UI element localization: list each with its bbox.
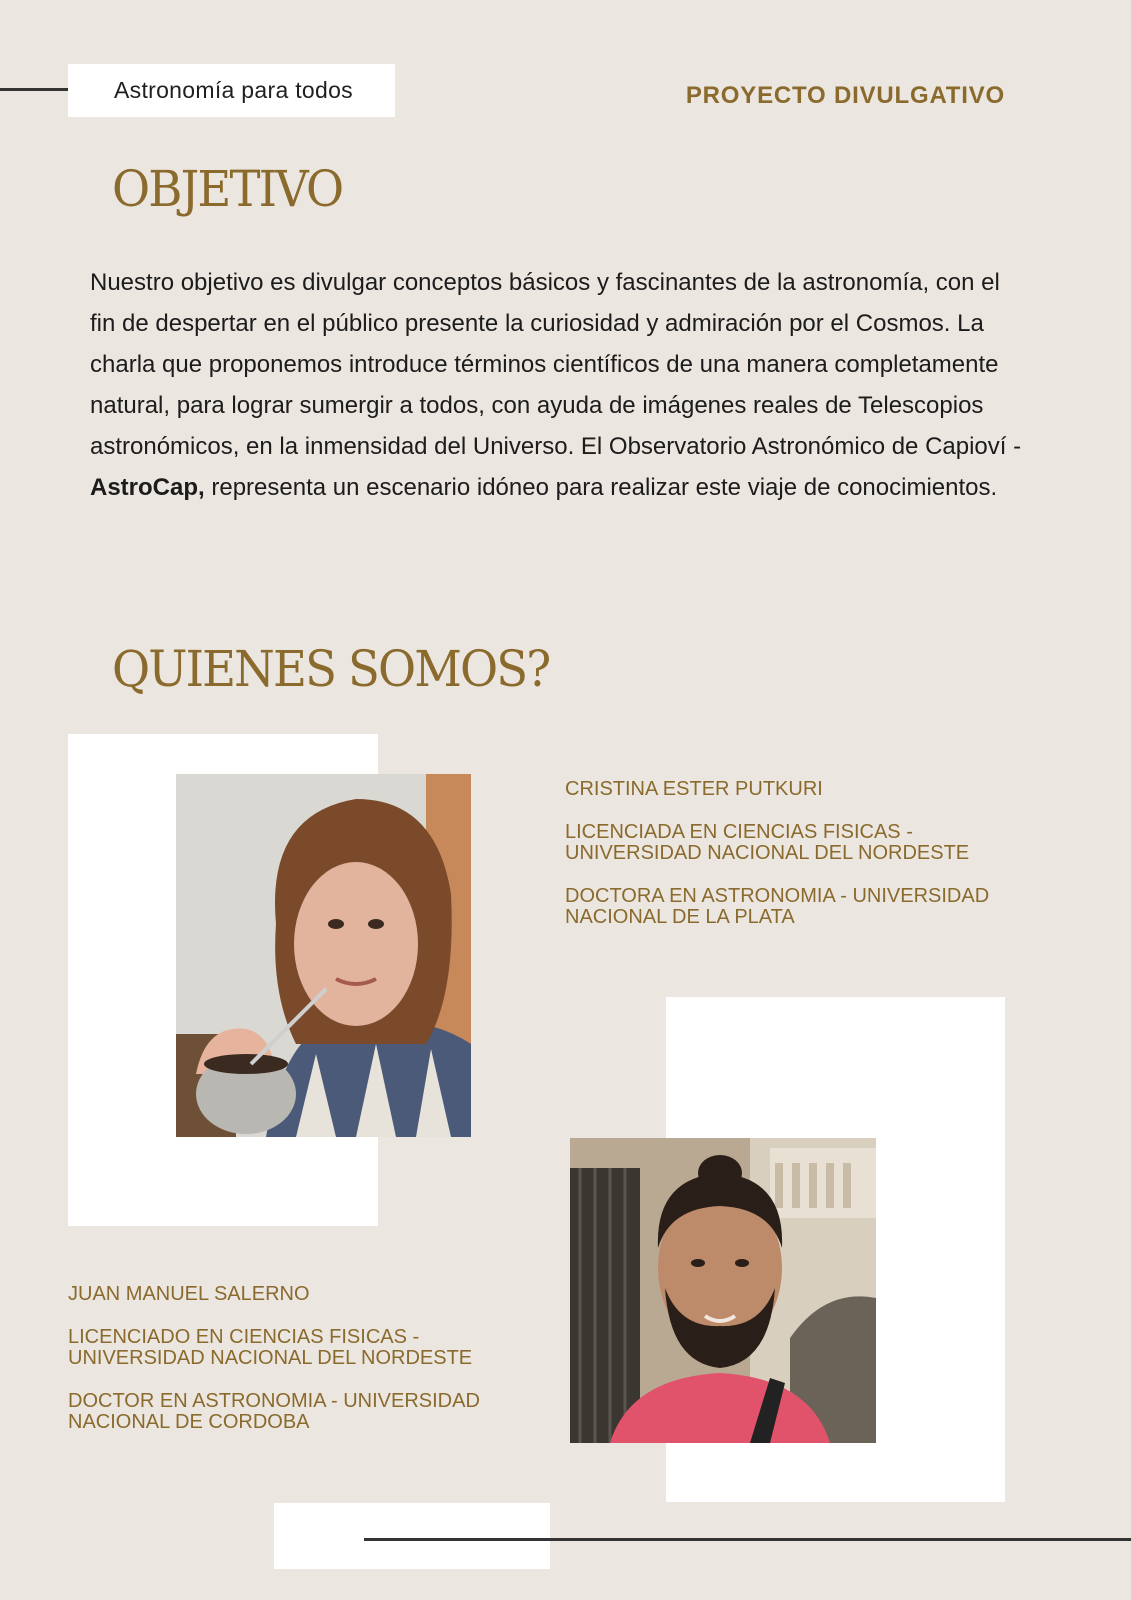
quienes-heading-wrap	[112, 640, 582, 698]
objetivo-text-after: representa un escenario idóneo para realizar este viaje de conocimientos.	[204, 474, 998, 501]
person-name: JUAN MANUEL SALERNO	[68, 1283, 310, 1305]
header-tag	[68, 64, 395, 117]
person-degree: DOCTORA EN ASTRONOMIA - UNIVERSIDAD NACIONAL DE LA PLATA	[565, 885, 990, 928]
bio-juan	[68, 1284, 538, 1455]
project-label: PROYECTO DIVULGATIVO	[685, 82, 1005, 109]
portrait-cristina	[176, 774, 471, 1137]
portrait-juan-image	[570, 1138, 876, 1443]
person-name: CRISTINA ESTER PUTKURI	[565, 778, 823, 800]
quienes-title: QUIENES SOMOS?	[112, 640, 550, 698]
astrocap-bold: AstroCap,	[90, 474, 205, 501]
person-degree: LICENCIADA EN CIENCIAS FISICAS - UNIVERSIDAD NACIONAL DEL NORDESTE	[565, 821, 970, 864]
header-tag-label: Astronomía para todos	[114, 77, 353, 103]
person-degree: DOCTOR EN ASTRONOMIA - UNIVERSIDAD NACIONAL DE CORDOBA	[68, 1390, 480, 1433]
objetivo-paragraph	[90, 262, 1030, 508]
portrait-cristina-image	[176, 774, 471, 1137]
bio-cristina	[565, 779, 1035, 950]
objetivo-title: OBJETIVO	[112, 160, 343, 218]
objetivo-heading-wrap	[112, 160, 360, 218]
footer-block	[274, 1503, 550, 1569]
portrait-juan	[570, 1138, 876, 1443]
person-degree: LICENCIADO EN CIENCIAS FISICAS - UNIVERSIDAD NACIONAL DEL NORDESTE	[68, 1326, 473, 1369]
footer-rule	[364, 1538, 1131, 1541]
objetivo-text-before: Nuestro objetivo es divulgar conceptos básicos y fascinantes de la astronomía, con el fin de despertar en el público presente la curiosidad y admiración por el Cosmos. La charla que proponemos introduce términos científicos de una manera completamente natural, para lograr sumergir a todos, con ayuda de imágenes reales de Telescopios astronómicos, en la inmensidad del Universo. El Observatorio Astronómico de Capioví -	[90, 269, 1022, 460]
